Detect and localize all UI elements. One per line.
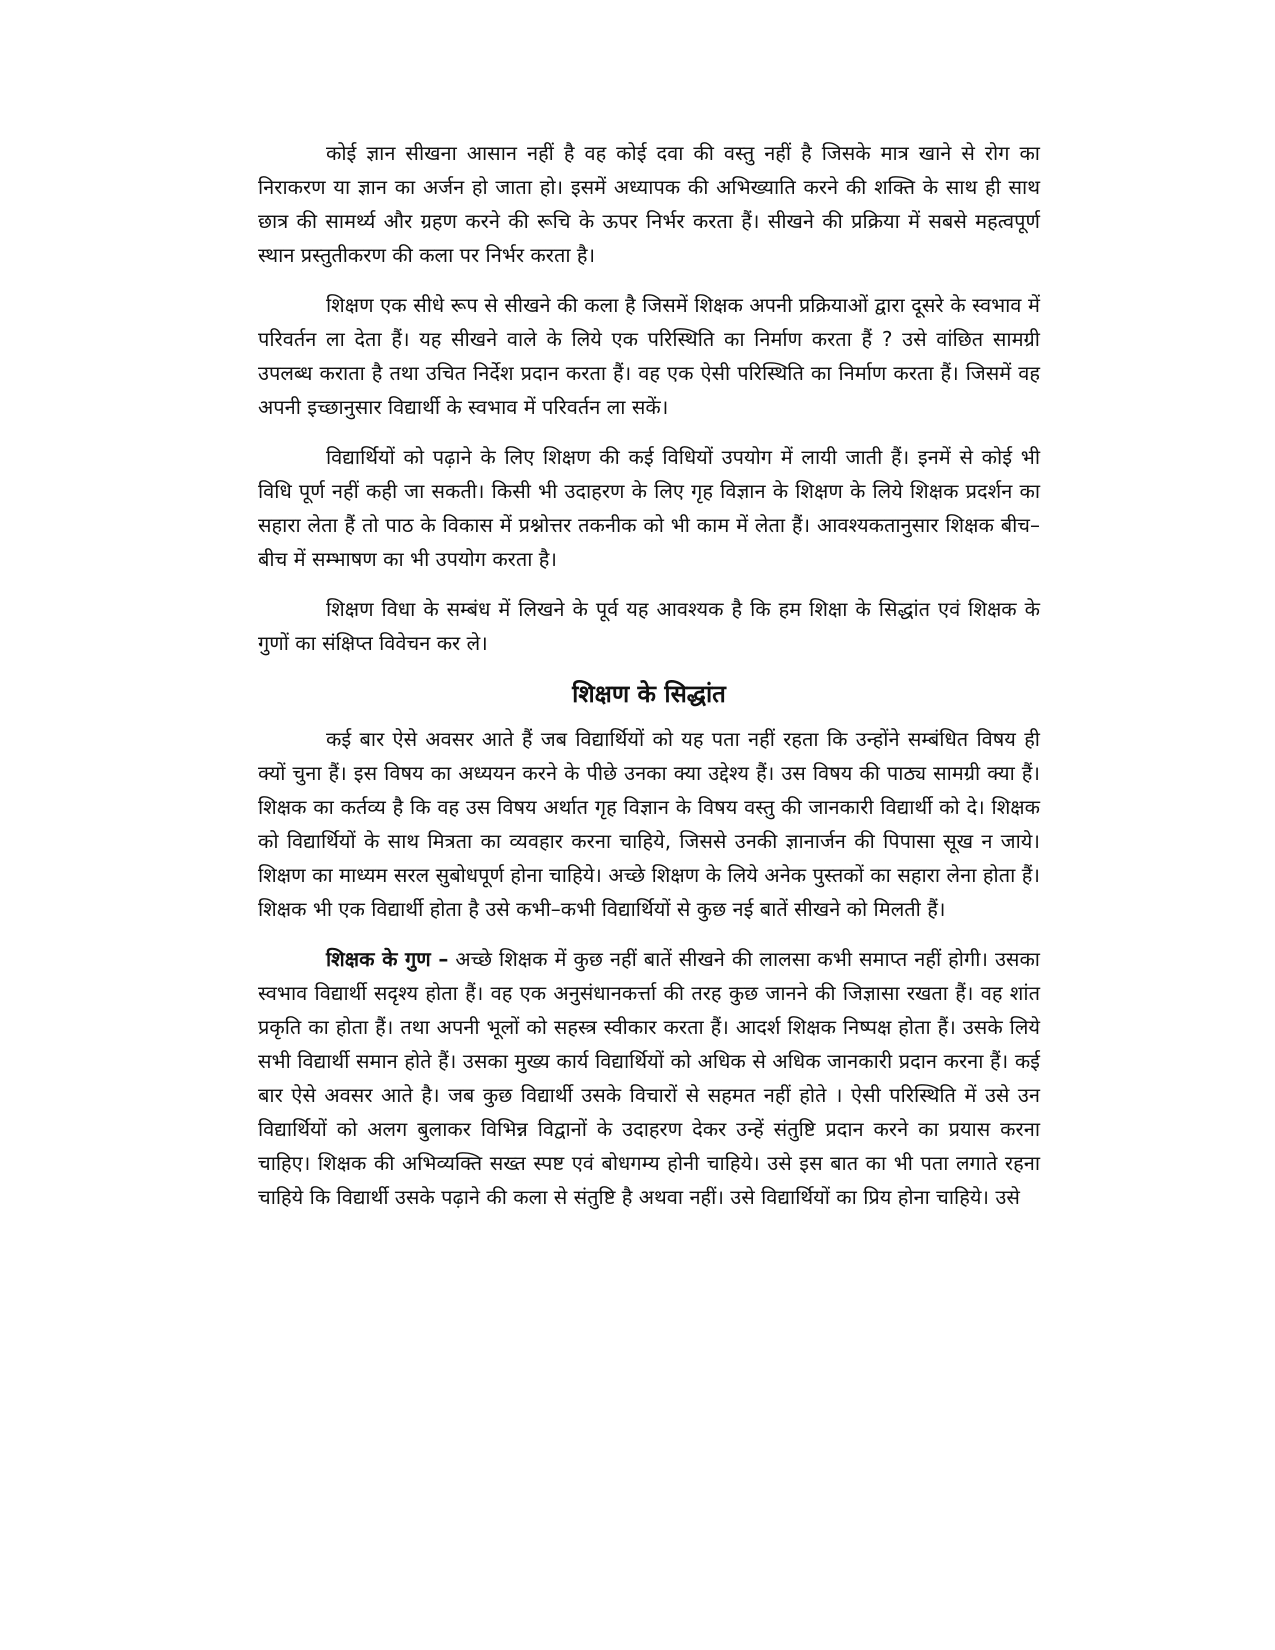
paragraph-teacher-qualities bbox=[258, 942, 1040, 1214]
teacher-qualities-label: शिक्षक के गुण – bbox=[326, 947, 449, 971]
paragraph-4: शिक्षण विधा के सम्बंध में लिखने के पूर्व यह आवश्यक है कि हम शिक्षा के सिद्धांत एवं शिक्षक के गुणों का संक्षिप्त विवेचन कर ले। bbox=[258, 597, 1040, 655]
paragraph-2: शिक्षण एक सीधे रूप से सीखने की कला है जिसमें शिक्षक अपनी प्रक्रियाओं द्वारा दूसरे के स्वभाव में परिवर्तन ला देता हैं। यह सीखने वाले के लिये एक परिस्थिति का निर्माण करता हैं ? उसे वांछित सामग्री उपलब्ध कराता है तथा उचित निर्देश प्रदान करता हैं। वह एक ऐसी परिस्थिति का निर्माण करता हैं। जिसमें वह अपनी इच्छानुसार विद्यार्थी के स्वभाव में परिवर्तन ला सकें। bbox=[258, 293, 1040, 419]
section-heading: शिक्षण के सिद्धांत bbox=[572, 680, 726, 708]
document-page bbox=[258, 136, 1040, 1230]
paragraph-principles: कई बार ऐसे अवसर आते हैं जब विद्यार्थियों को यह पता नहीं रहता कि उन्होंने सम्बंधित विषय ही क्यों चुना हैं। इस विषय का अध्ययन करने के पीछे उनका क्या उद्देश्य हैं। उस विषय की पाठ्य सामग्री क्या हैं। शिक्षक का कर्तव्य है कि वह उस विषय अर्थात गृह विज्ञान के विषय वस्तु की जानकारी विद्यार्थी को दे। शिक्षक को विद्यार्थियों के साथ मित्रता का व्यवहार करना चाहिये, जिससे उनकी ज्ञानार्जन की पिपासा सूख न जाये। शिक्षण का माध्यम सरल सुबोधपूर्ण होना चाहिये। अच्छे शिक्षण के लिये अनेक पुस्तकों का सहारा लेना होता हैं। शिक्षक भी एक विद्यार्थी होता है उसे कभी–कभी विद्यार्थियों से कुछ नई बातें सीखने को मिलती हैं। bbox=[258, 727, 1040, 921]
paragraph-1: कोई ज्ञान सीखना आसान नहीं है वह कोई दवा की वस्तु नहीं है जिसके मात्र खाने से रोग का निराकरण या ज्ञान का अर्जन हो जाता हो। इसमें अध्यापक की अभिख्याति करने की शक्ति के साथ ही साथ छात्र की सामर्थ्य और ग्रहण करने की रूचि के ऊपर निर्भर करता हैं। सीखने की प्रक्रिया में सबसे महत्वपूर्ण स्थान प्रस्तुतीकरण की कला पर निर्भर करता है। bbox=[258, 141, 1040, 267]
teacher-qualities-text: अच्छे शिक्षक में कुछ नहीं बातें सीखने की लालसा कभी समाप्त नहीं होगी। उसका स्वभाव विद्यार्थी सदृश्य होता हैं। वह एक अनुसंधानकर्त्ता की तरह कुछ जानने की जिज्ञासा रखता हैं। वह शांत प्रकृति का होता हैं। तथा अपनी भूलों को सहस्त्र स्वीकार करता हैं। आदर्श शिक्षक निष्पक्ष होता हैं। उसके लिये सभी विद्यार्थी समान होते हैं। उसका मुख्य कार्य विद्यार्थियों को अधिक से अधिक जानकारी प्रदान करना हैं। कई बार ऐसे अवसर आते है। जब कुछ विद्यार्थी उसके विचारों से सहमत नहीं होते । ऐसी परिस्थिति में उसे उन विद्यार्थियों को अलग बुलाकर विभिन्न विद्वानों के उदाहरण देकर उन्हें संतुष्टि प्रदान करने का प्रयास करना चाहिए। शिक्षक की अभिव्यक्ति सख्त स्पष्ट एवं बोधगम्य होनी चाहिये। उसे इस बात का भी पता लगाते रहना चाहिये कि विद्यार्थी उसके पढ़ाने की कला से संतुष्टि है अथवा नहीं। उसे विद्यार्थियों का प्रिय होना चाहिये। उसे bbox=[258, 947, 1040, 1209]
paragraph-3: विद्यार्थियों को पढ़ाने के लिए शिक्षण की कई विधियों उपयोग में लायी जाती हैं। इनमें से कोई भी विधि पूर्ण नहीं कही जा सकती। किसी भी उदाहरण के लिए गृह विज्ञान के शिक्षण के लिये शिक्षक प्रदर्शन का सहारा लेता हैं तो पाठ के विकास में प्रश्नोत्तर तकनीक को भी काम में लेता हैं। आवश्यकतानुसार शिक्षक बीच–बीच में सम्भाषण का भी उपयोग करता है। bbox=[258, 445, 1040, 571]
